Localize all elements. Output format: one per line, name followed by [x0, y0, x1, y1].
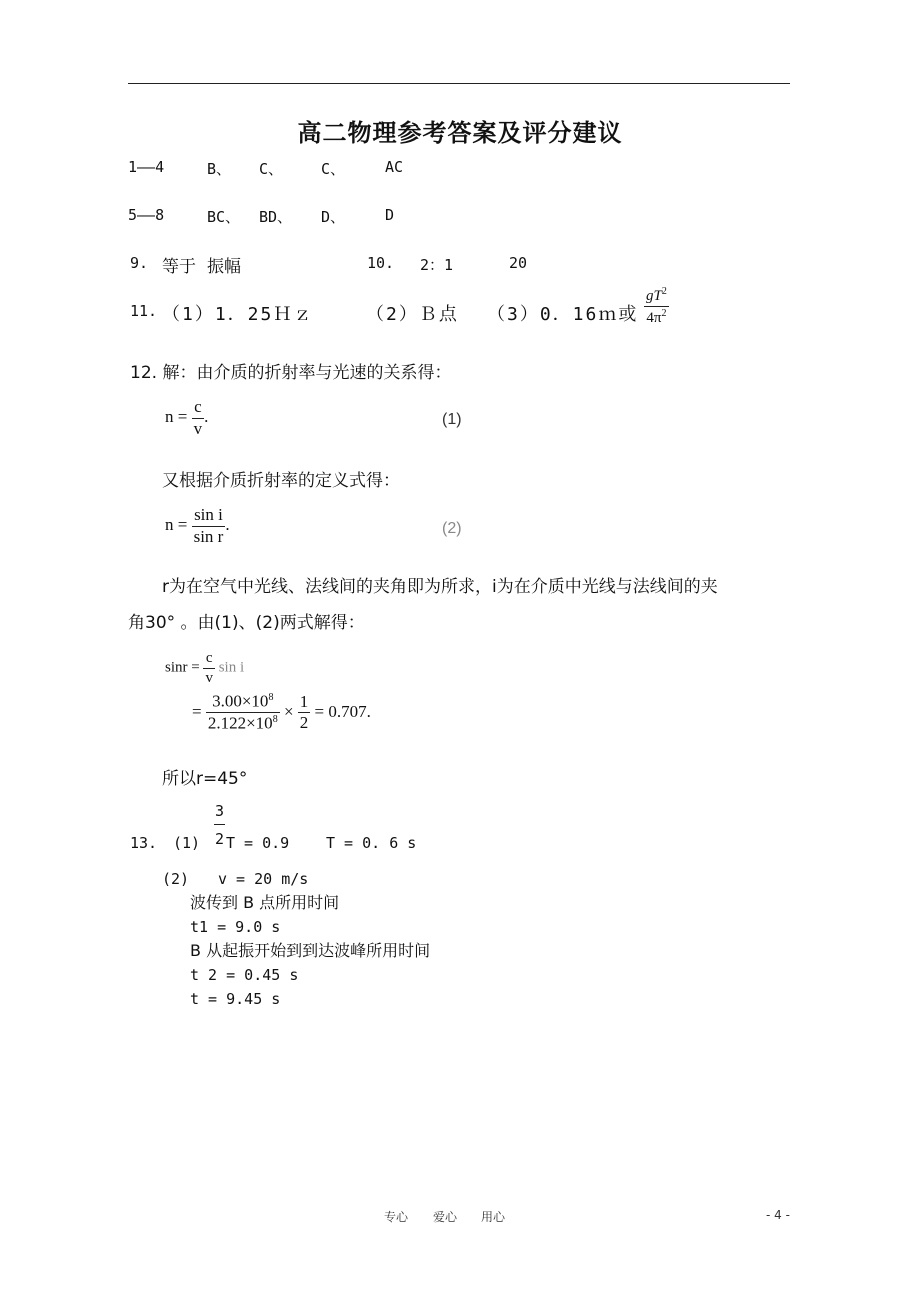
q13-part-2-t: t = 9.45 s	[190, 990, 281, 1008]
q13-part-1-eq: T = 0.9	[226, 834, 290, 852]
q12-eq2	[165, 506, 230, 546]
q12-eq3-num: c	[203, 650, 215, 669]
page-number: - 4 -	[766, 1208, 790, 1222]
q12-eq1	[165, 398, 208, 438]
q12-intro: 12. 解：由介质的折射率与光速的关系得：	[130, 363, 452, 383]
q12-eq4-den-sup: 8	[272, 714, 278, 726]
mc-row-2-range: 5——8	[128, 206, 165, 224]
q13-part-2-label: (2)	[162, 870, 190, 888]
q11-frac-num: gT	[646, 288, 662, 304]
q11-frac-num-sup: 2	[661, 286, 667, 297]
q12-eq3-den: v	[205, 669, 213, 686]
q13-part-2-t2: t 2 = 0.45 s	[190, 966, 299, 984]
q12-eq1-tag: (1)	[442, 411, 462, 428]
q12-paragraph-1: r为在空气中光线、法线间的夹角即为所求，i为在介质中光线与法线间的夹	[162, 577, 718, 597]
q12-conclusion: 所以r=45°	[162, 769, 248, 789]
mc-answer-4: AC	[385, 158, 404, 176]
q11-frac-den-sup: 2	[661, 307, 667, 319]
q13-frac-bar	[214, 824, 225, 825]
q9-number: 9.	[130, 254, 149, 272]
q12-eq1-num: c	[192, 398, 205, 419]
q12-eq2-tail: .	[225, 515, 230, 535]
mc-answer-5: BC、	[207, 208, 241, 226]
q11-fraction	[644, 286, 669, 326]
q12-eq4-eq: =	[192, 701, 202, 721]
q11-frac-den: 4π	[646, 309, 662, 326]
q10-answer-1: 2：1	[420, 256, 454, 274]
header-rule	[128, 83, 790, 84]
q12-eq4-times: ×	[283, 701, 294, 721]
footer-mid: 爱心	[433, 1210, 458, 1224]
q12-eq2-tag: (2)	[442, 520, 462, 537]
q12-eq1-lhs: n =	[165, 407, 188, 427]
q11-part-1: （1）1．25Ｈｚ	[162, 304, 314, 325]
q12-eq2-num: sin i	[192, 506, 226, 527]
q9-answer-2: 振幅	[207, 257, 241, 277]
q12-eq4-den2: 2	[299, 713, 309, 733]
mc-answer-6: BD、	[259, 208, 293, 226]
q12-eq4	[192, 692, 371, 734]
mc-answer-1: B、	[207, 160, 232, 178]
mc-answer-2: C、	[259, 160, 284, 178]
q10-number: 10.	[367, 254, 395, 272]
page-title: 高二物理参考答案及评分建议	[297, 118, 623, 147]
q9-answer-1: 等于	[162, 257, 196, 277]
q12-eq2-den: sin r	[193, 526, 224, 546]
q13-frac-num: 3	[215, 802, 225, 820]
q12-eq4-num-sup: 8	[268, 692, 274, 703]
mc-answer-7: D、	[321, 208, 346, 226]
q12-eq4-result: = 0.707.	[314, 701, 371, 721]
q12-paragraph-2: 角30° 。由(1)、(2)两式解得：	[128, 613, 365, 633]
q13-frac-den: 2	[215, 830, 225, 848]
q12-eq4-den: 2.122×10	[207, 714, 273, 733]
q10-answer-2: 20	[509, 254, 528, 272]
q11-part-3: （3）0．16ｍ或	[487, 304, 639, 325]
q13-number: 13.	[130, 834, 158, 852]
mc-answer-8: D	[385, 206, 395, 224]
q12-eq2-lhs: n =	[165, 515, 188, 535]
q11-number: 11.	[130, 302, 158, 320]
q12-eq4-num2: 1	[298, 693, 311, 714]
footer-right: 用心	[481, 1210, 506, 1224]
q12-eq3-lhs: sinr =	[165, 659, 200, 676]
q13-part-1-label: (1)	[173, 834, 201, 852]
q12-eq3-tail: sin i	[218, 659, 245, 676]
q11-part-2: （2）Ｂ点	[366, 304, 459, 325]
q13-part-2-velocity: v = 20 m/s	[218, 870, 309, 888]
mc-answer-3: C、	[321, 160, 346, 178]
q13-part-2-line-2: B 从起振开始到到达波峰所用时间	[190, 941, 431, 960]
q12-eq1-tail: .	[204, 407, 209, 427]
q13-part-1-result: T = 0. 6 s	[326, 834, 417, 852]
q12-eq3	[165, 650, 244, 686]
q12-eq4-num: 3.00×10	[212, 691, 269, 711]
mc-row-1-range: 1——4	[128, 158, 165, 176]
q12-eq1-den: v	[193, 418, 203, 438]
q13-part-2-line-1: 波传到 B 点所用时间	[190, 893, 340, 912]
footer-left: 专心	[384, 1210, 409, 1224]
q12-line-2: 又根据介质折射率的定义式得：	[162, 471, 400, 491]
q13-part-2-t1: t1 = 9.0 s	[190, 918, 281, 936]
